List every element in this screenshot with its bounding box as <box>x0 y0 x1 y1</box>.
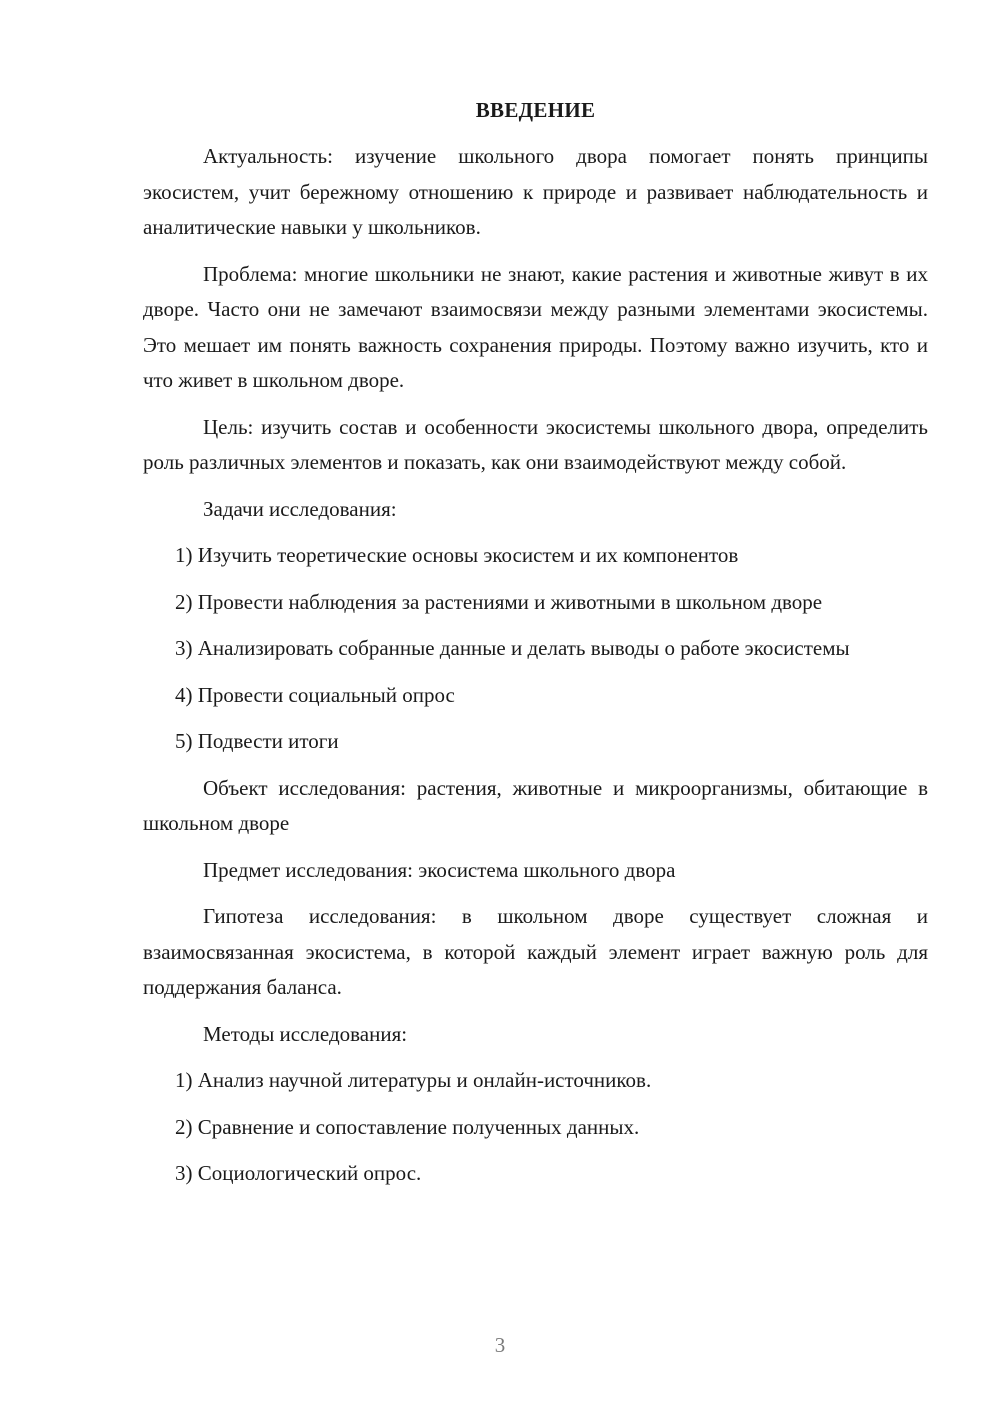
document-page <box>143 95 928 1203</box>
method-item: 1) Анализ научной литературы и онлайн-источников. <box>175 1068 652 1092</box>
problem-paragraph: Проблема: многие школьники не знают, какие растения и животные живут в их дворе. Часто они не замечают взаимосвязи между разными элементами экосистемы. Это мешает им понять важность сохранения природы. Поэтому важно изучить, кто и что живет в школьном дворе. <box>143 261 928 392</box>
subject-paragraph: Предмет исследования: экосистема школьного двора <box>203 857 676 882</box>
section-title: ВВЕДЕНИЕ <box>475 98 596 122</box>
actuality-paragraph: Актуальность: изучение школьного двора помогает понять принципы экосистем, учит бережному отношению к природе и развивает наблюдательность и аналитические навыки у школьников. <box>143 144 928 239</box>
task-item: 5) Подвести итоги <box>175 729 339 753</box>
object-paragraph: Объект исследования: растения, животные и микроорганизмы, обитающие в школьном дворе <box>143 775 928 835</box>
task-item: 2) Провести наблюдения за растениями и животными в школьном дворе <box>175 589 823 614</box>
method-item: 3) Социологический опрос. <box>175 1161 422 1185</box>
hypothesis-paragraph: Гипотеза исследования: в школьном дворе существует сложная и взаимосвязанная экосистема, в которой каждый элемент играет важную роль для поддержания баланса. <box>143 904 928 999</box>
page-number: 3 <box>494 1333 506 1357</box>
task-item: 1) Изучить теоретические основы экосистем и их компонентов <box>175 543 739 567</box>
methods-heading: Методы исследования: <box>203 1021 408 1046</box>
method-item: 2) Сравнение и сопоставление полученных данных. <box>175 1114 640 1139</box>
task-item: 3) Анализировать собранные данные и делать выводы о работе экосистемы <box>175 636 850 660</box>
task-item: 4) Провести социальный опрос <box>175 682 455 707</box>
tasks-heading: Задачи исследования: <box>203 496 397 521</box>
goal-paragraph: Цель: изучить состав и особенности экосистемы школьного двора, определить роль различных элементов и показать, как они взаимодействуют между собой. <box>143 414 928 474</box>
